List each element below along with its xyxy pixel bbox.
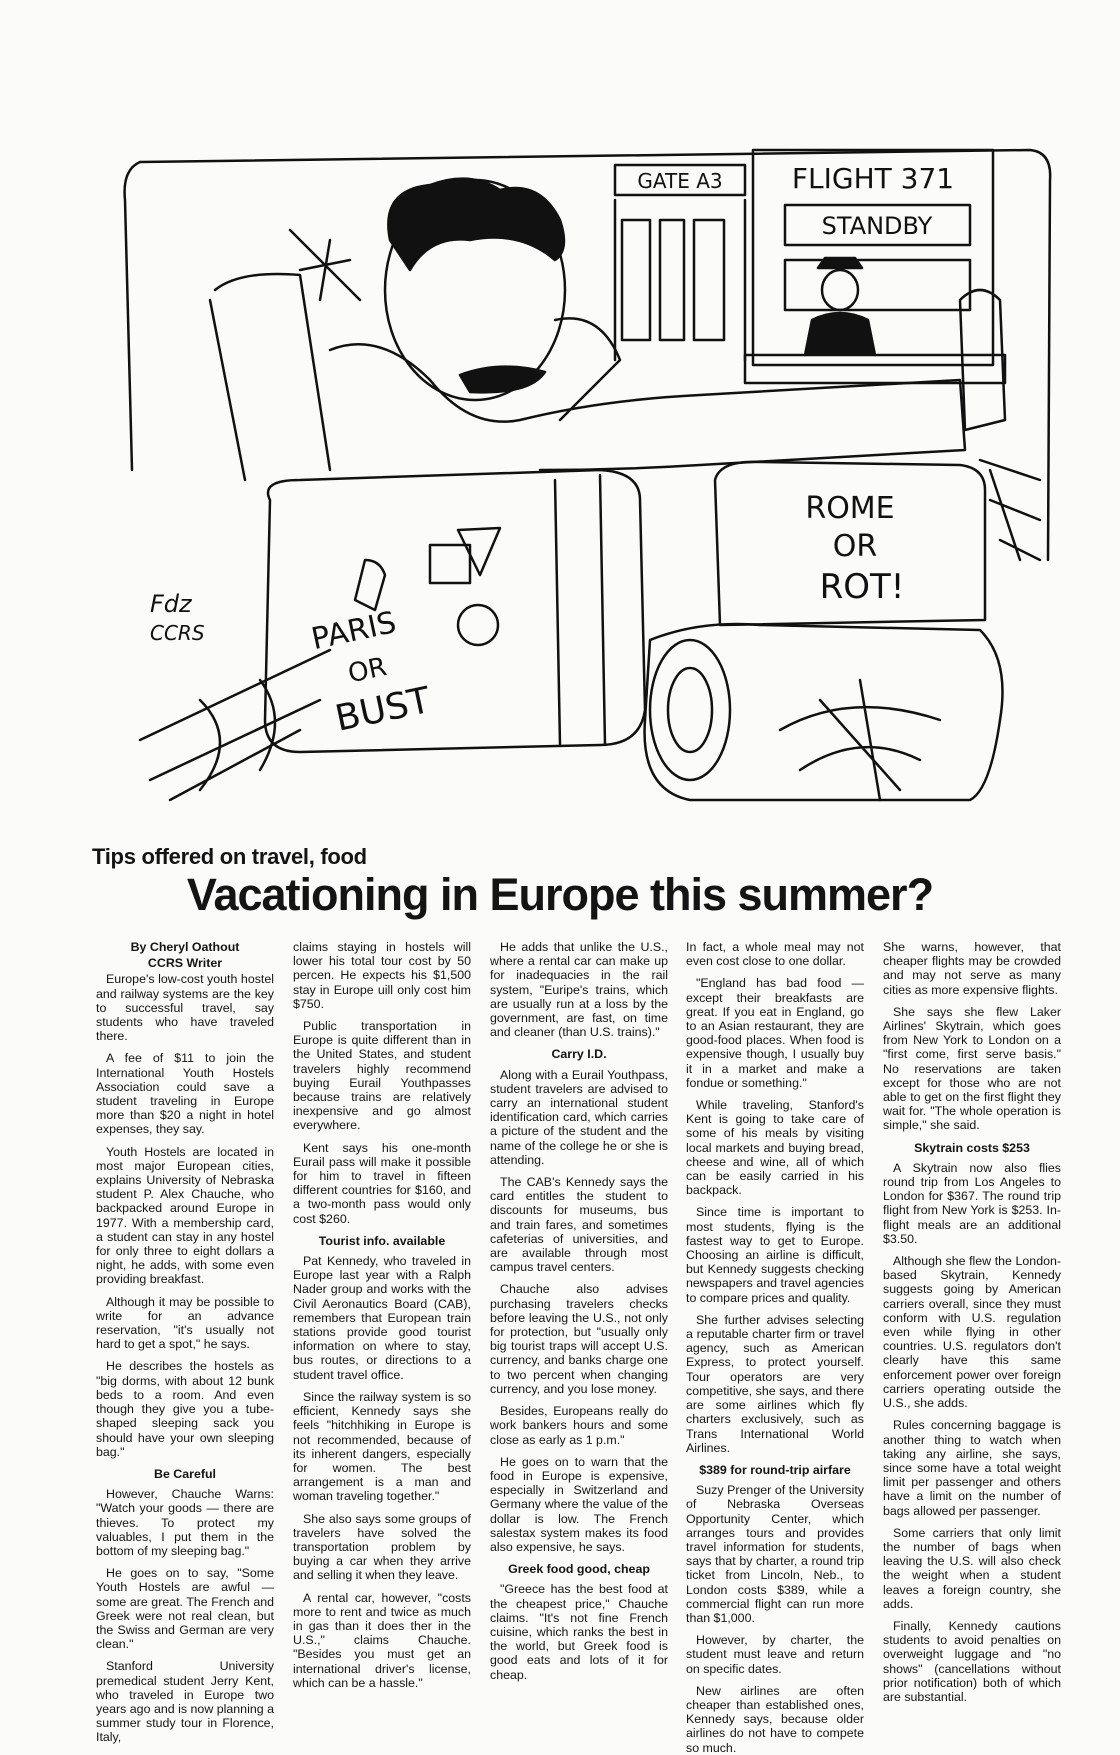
paragraph: The CAB's Kennedy says the card entitles the student to discounts for museums, bus and train fares, and sometimes cafeterias of universities, and are available through most campus travel centers.	[490, 1175, 668, 1275]
cartoon-illustration	[0, 0, 1120, 830]
column-3b-paragraphs	[490, 1068, 668, 1555]
paragraph: Suzy Prenger of the University of Nebraska Overseas Opportunity Center, which arranges tours and provides travel information for students, says that by charter, a round trip ticket from Lincoln, Neb., to London costs $389, while a commercial flight can run more than $1,000.	[686, 1483, 864, 1625]
byline-role: CCRS Writer	[147, 956, 223, 971]
paragraph: A Skytrain now also flies round trip from Los Angeles to London for $367. The round trip flight from New York is $253. In-flight meals are an additional $3.50.	[883, 1160, 1061, 1246]
bag-left-line2: OR	[345, 652, 390, 690]
paragraph: She says she flew Laker Airlines' Skytrain, which goes from New York to London on a "first come, first serve basis." No reservations are taken except for those who are not able to get on the first flight they wait for. "The whole operation is simple," she said.	[883, 1004, 1061, 1133]
standby-sign-text: STANDBY	[821, 212, 933, 240]
column-2b-paragraphs	[293, 1254, 471, 1690]
paragraph: Along with a Eurail Youthpass, student travelers are advised to carry an international student identification card, which carries a picture of the student and the name of the college he or she is attending.	[490, 1067, 668, 1167]
paragraph: Although she flew the London-based Skytrain, Kennedy suggests going by American carriers overall, since they must conform with U.S. regulation even while flying in other countries. U.S. regulators don't clearly have this same enforcement power over foreign carriers operating outside the U.S., she adds.	[883, 1254, 1061, 1411]
paragraph: Since time is important to most students, flying is the fastest way to get to Europe. Choosing an airline is difficult, but Kennedy suggests checking newspapers and travel agencies to compare prices and quality.	[686, 1205, 864, 1305]
paragraph: Finally, Kennedy cautions students to avoid penalties on overweight luggage and "no shows" (cancellations without prior notification) both of which are substantial.	[883, 1618, 1061, 1704]
subhead-389-airfare: $389 for round-trip airfare	[699, 1462, 851, 1477]
paragraph: However, by charter, the student must leave and return on specific dates.	[686, 1633, 864, 1676]
article-body	[96, 940, 1061, 1755]
gate-sign-text: GATE A3	[637, 169, 723, 193]
subhead-greek-food: Greek food good, cheap	[508, 1562, 650, 1577]
artist-credit: CCRS	[150, 621, 205, 645]
paragraph: Rules concerning baggage is another thing to watch when taking any airline, she says, since some have a total weight limit per passenger and others have a limit on the number of bags allowed per passenger.	[883, 1418, 1061, 1518]
paragraph: claims staying in hostels will lower his total tour cost by 50 percen. He expects his $1,500 stay in Europe uill only cost him $750.	[293, 940, 471, 1011]
column-4b-paragraphs	[686, 1483, 864, 1755]
paragraph: A rental car, however, "costs more to rent and twice as much in gas than it does ther in the U.S.," claims Chauche. "Besides you must get an international driver's license, which can be a hassle."	[293, 1590, 471, 1690]
paragraph: She also says some groups of travelers have solved the transportation problem by buying a car when they arrive and selling it when they leave.	[293, 1511, 471, 1583]
paragraph: Besides, Europeans really do work bankers hours and some close as early as 1 p.m."	[490, 1404, 668, 1447]
paragraph: However, Chauche Warns: "Watch your goods — there are thieves. To protect my valuables, I put them in the bottom of my sleeping bag."	[96, 1487, 274, 1558]
paragraph: Pat Kennedy, who traveled in Europe last year with a Ralph Nader group and works with the Civil Aeronautics Board (CAB), remembers that European train stations provide good tourist information on where to stay, bus routes, or directions to a student travel office.	[293, 1254, 471, 1382]
column-4	[686, 940, 864, 1755]
paragraph: She warns, however, that cheaper flights may be crowded and may not serve as many cities as more expensive flights.	[883, 940, 1061, 997]
paragraph: Youth Hostels are located in most major European cities, explains University of Nebraska student P. Alex Chauche, who backpacked around Europe in 1977. With a membership card, a student can stay in any hostel for only three to eight dollars a night, he adds, with some even providing breakfast.	[96, 1144, 274, 1287]
paragraph: Chauche also advises purchasing travelers checks before leaving the U.S., not only for protection, but "usually only big tourist traps will accept U.S. currency, and banks charge one to two percent when changing currency, and you lose money.	[490, 1282, 668, 1396]
bag-left-line3: BUST	[331, 679, 435, 740]
bag-right-line3: ROT!	[819, 567, 905, 607]
bag-left-line1: PARIS	[308, 605, 400, 658]
column-1	[96, 940, 274, 1745]
column-3c-paragraphs	[490, 1582, 668, 1681]
subhead-carry-id: Carry I.D.	[551, 1047, 607, 1062]
column-3-paragraphs	[490, 940, 668, 1039]
byline: By Cheryl Oathout	[130, 940, 240, 954]
paragraph: Some carriers that only limit the number of bags when leaving the U.S. will also check the weight when a student leaves a foreign country, she adds.	[883, 1525, 1061, 1611]
paragraph: In fact, a whole meal may not even cost close to one dollar.	[686, 940, 864, 969]
headline: Vacationing in Europe this summer?	[186, 869, 934, 920]
subhead-skytrain: Skytrain costs $253	[914, 1140, 1030, 1155]
column-4-paragraphs	[686, 940, 864, 1455]
column-1-paragraphs	[96, 972, 274, 1459]
bag-right-line2: OR	[832, 529, 878, 564]
paragraph: He goes on to warn that the food in Europe is expensive, especially in Switzerland and Germany where the value of the dollar is low. The French salestax system makes its food also expensive, he says.	[490, 1454, 668, 1554]
column-3	[490, 940, 668, 1682]
paragraph: Public transportation in Europe is quite different than in the United States, and student travelers highly recommend buying Eurail Youthpasses because trains are relatively inexpensive and go almost everywhere.	[293, 1019, 471, 1133]
paragraph: He goes on to say, "Some Youth Hostels are awful — some are great. The French and Greek were not real clean, but the Swiss and German are very clean."	[96, 1566, 274, 1652]
column-1b-paragraphs	[96, 1487, 274, 1744]
column-5	[883, 940, 1061, 1704]
flight-sign-text: FLIGHT 371	[791, 162, 955, 195]
artist-signature: Fdz	[150, 590, 192, 618]
column-5b-paragraphs	[883, 1161, 1061, 1704]
paragraph: Although it may be possible to write for an advance reservation, "it's usually not hard to get a spot," he says.	[96, 1294, 274, 1352]
paragraph: "England has bad food — except their breakfasts are great. If you eat in England, go to an Asian restaurant, they are good-food places. When food is expensive though, I usually buy it in a market and make a fondue or something."	[686, 976, 864, 1090]
subhead-tourist-info: Tourist info. available	[318, 1233, 446, 1248]
column-2-paragraphs	[293, 940, 471, 1226]
column-5-paragraphs	[883, 940, 1061, 1133]
kicker: Tips offered on travel, food	[92, 844, 367, 869]
column-2	[293, 940, 471, 1690]
paragraph: He describes the hostels as "big dorms, with about 12 bunk beds to a room. And even though they give you a tube-shaped sleeping sack you should have your own sleeping bag."	[96, 1359, 274, 1459]
paragraph: She further advises selecting a reputable charter firm or travel agency, such as American Express, to protect yourself. Tour operators are very competitive, she says, and there are some airlines which fly charters exclusively, such as Trans International World Airlines.	[686, 1312, 864, 1455]
paragraph: Europe's low-cost youth hostel and railway systems are the key to successful travel, say students who have traveled there.	[96, 972, 274, 1044]
paragraph: While traveling, Stanford's Kent is going to take care of some of his meals by visiting local markets and buying bread, cheese and wine, all of which can be easily carried in his backpack.	[686, 1098, 864, 1198]
bag-right-line1: ROME	[805, 491, 895, 526]
paragraph: Kent says his one-month Eurail pass will make it possible for him to travel in fifteen different countries for $160, and a two-month pass would only cost $260.	[293, 1140, 471, 1226]
paragraph: A fee of $11 to join the International Youth Hostels Association could save a student traveling in Europe more than $20 a night in hotel expenses, they say.	[96, 1051, 274, 1137]
paragraph: Since the railway system is so efficient, Kennedy says she feels "hitchhiking in Europe is not recommended, because of its inherent dangers, especially for women. The best arrangement is a man and woman traveling together."	[293, 1389, 471, 1504]
paragraph: "Greece has the best food at the cheapest price," Chauche claims. "It's not fine French cuisine, which ranks the best in the world, but Greek food is good eats and lots of it for cheap.	[490, 1582, 668, 1682]
paragraph: He adds that unlike the U.S., where a rental car can make up for inadequacies in the rail system, "Euripe's trains, which are usually run at a loss by the government, are fast, on time and cleaner (than U.S. trains)."	[490, 940, 668, 1040]
paragraph: Stanford University premedical student Jerry Kent, who traveled in Europe two years ago and is now planning a summer study tour in Florence, Italy,	[96, 1659, 274, 1745]
subhead-be-careful: Be Careful	[154, 1466, 216, 1481]
paragraph: New airlines are often cheaper than established ones, Kennedy says, because older airlines do not have to compete so much.	[686, 1683, 864, 1755]
